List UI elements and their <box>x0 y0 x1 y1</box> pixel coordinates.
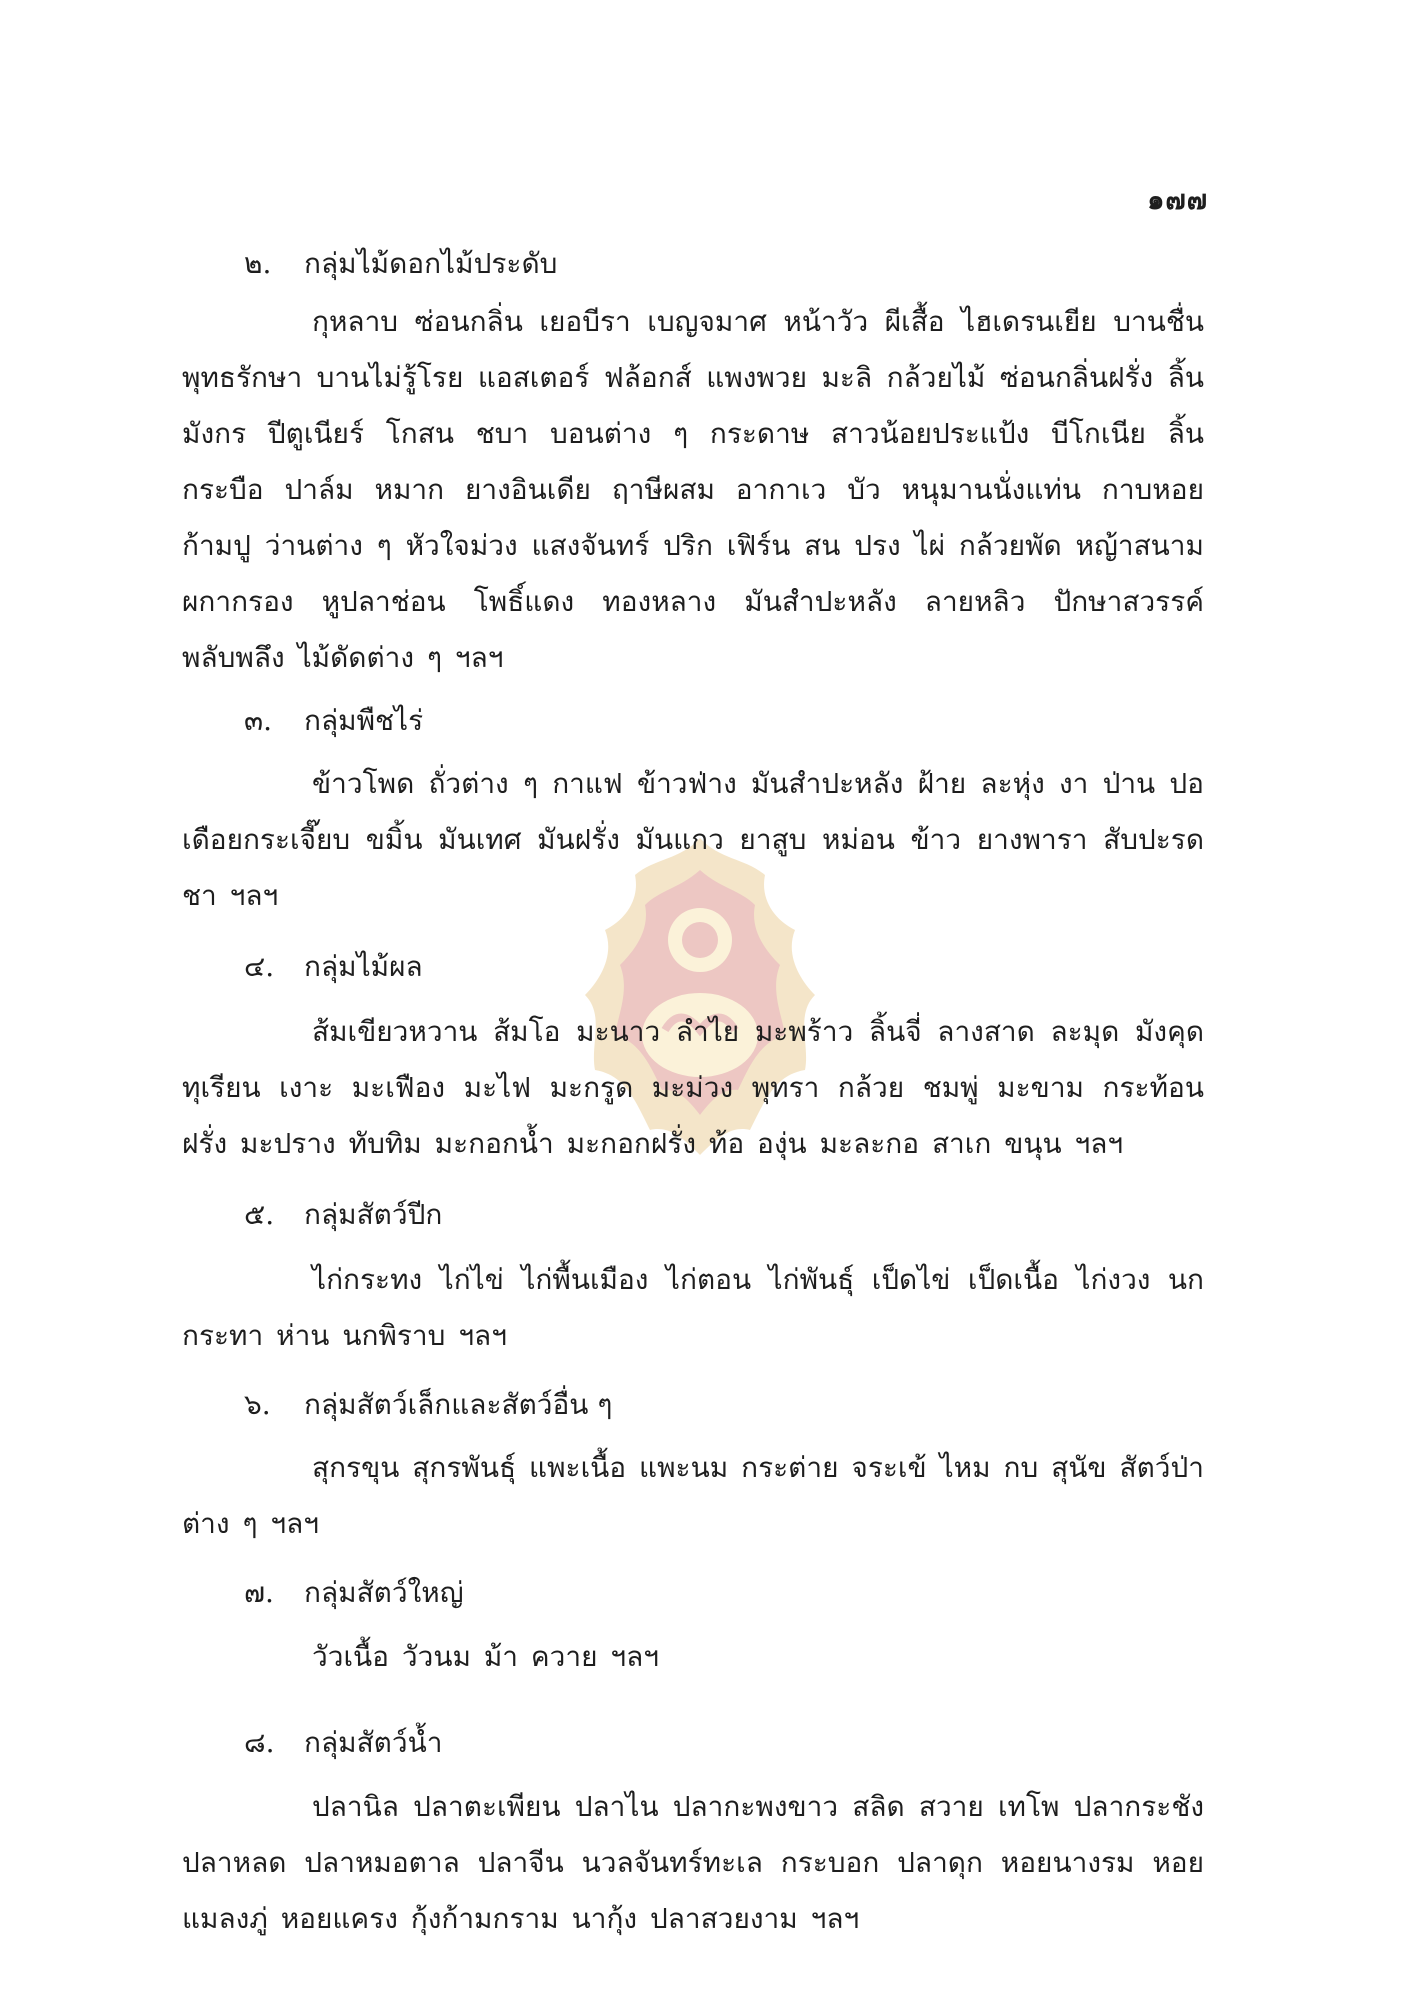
section-body: ปลานิล ปลาตะเพียน ปลาไน ปลากะพงขาว สลิด สวาย เทโพ ปลากระชัง ปลาหลด ปลาหมอตาล ปลาจีน นวลจันทร์ทะเล กระบอก ปลาดุก หอยนางรม หอยแมลงภู่ หอยแครง กุ้งก้ามกราม นากุ้ง ปลาสวยงาม ฯลฯ <box>182 1790 1205 1935</box>
section-body: สุกรขุน สุกรพันธุ์ แพะเนื้อ แพะนม กระต่าย จระเข้ ไหม กบ สุนัข สัตว์ป่าต่าง ๆ ฯลฯ <box>182 1451 1204 1540</box>
section-body: ข้าวโพด ถั่วต่าง ๆ กาแฟ ข้าวฟ่าง มันสำปะหลัง ฝ้าย ละหุ่ง งา ป่าน ปอ เดือยกระเจี๊ยบ ขมิ้น มันเทศ มันฝรั่ง มันแกว ยาสูบ หม่อน ข้าว ยางพารา สับปะรด ชา ฯลฯ <box>182 767 1205 912</box>
page-number: ๑๗๗ <box>1147 185 1208 216</box>
section-number: ๔. <box>244 950 275 983</box>
section-body: กุหลาบ ซ่อนกลิ่น เยอบีรา เบญจมาศ หน้าวัว ผีเสื้อ ไฮเดรนเยีย บานชื่น พุทธรักษา บานไม่รู้โรย แอสเตอร์ ฟล้อกส์ แพงพวย มะลิ กล้วยไม้ ซ่อนกลิ่นฝรั่ง ลิ้นมังกร ปีตูเนียร์ โกสน ชบา บอนต่าง ๆ กระดาษ สาวน้อยประแป้ง บีโกเนีย ลิ้นกระบือ ปาล์ม หมาก ยางอินเดีย ฤาษีผสม อากาเว บัว หนุมานนั่งแท่น กาบหอย ก้ามปู ว่านต่าง ๆ หัวใจม่วง แสงจันทร์ ปริก เฟิร์น สน ปรง ไผ่ กล้วยพัด หญ้าสนาม ผกากรอง หูปลาช่อน โพธิ์แดง ทองหลาง มันสำปะหลัง ลายหลิว ปักษาสวรรค์ พลับพลึง ไม้ดัดต่าง ๆ ฯลฯ <box>182 305 1204 674</box>
section-body: ส้มเขียวหวาน ส้มโอ มะนาว ลำไย มะพร้าว ลิ้นจี่ ลางสาด ละมุด มังคุด ทุเรียน เงาะ มะเฟือง มะไฟ มะกรูด มะม่วง พุทรา กล้วย ชมพู่ มะขาม กระท้อน ฝรั่ง มะปราง ทับทิม มะกอกน้ำ มะกอกฝรั่ง ท้อ องุ่น มะละกอ สาเก ขนุน ฯลฯ <box>182 1015 1204 1160</box>
section-title: กลุ่มสัตว์ปีก <box>304 1198 443 1231</box>
section-heading <box>244 947 423 987</box>
section-title: กลุ่มไม้ผล <box>304 950 423 983</box>
section-number: ๖. <box>244 1388 271 1421</box>
section-number: ๗. <box>244 1576 274 1609</box>
section-body: ไก่กระทง ไก่ไข่ ไก่พื้นเมือง ไก่ตอน ไก่พันธุ์ เป็ดไข่ เป็ดเนื้อ ไก่งวง นกกระทา ห่าน นกพิราบ ฯลฯ <box>182 1263 1204 1352</box>
section-number: ๘. <box>244 1726 275 1759</box>
section-body: วัวเนื้อ วัวนม ม้า ควาย ฯลฯ <box>312 1640 659 1673</box>
section-title: กลุ่มสัตว์น้ำ <box>304 1726 443 1759</box>
section-number: ๓. <box>244 704 273 737</box>
section-title: กลุ่มพืชไร่ <box>304 704 424 737</box>
section-heading <box>244 1385 612 1425</box>
section-heading <box>244 1195 442 1235</box>
section-heading <box>244 1723 442 1763</box>
section-number: ๒. <box>244 247 272 280</box>
section-heading <box>244 701 423 741</box>
section-title: กลุ่มสัตว์ใหญ่ <box>304 1576 464 1609</box>
section-heading <box>244 244 557 284</box>
section-number: ๕. <box>244 1198 275 1231</box>
section-heading <box>244 1573 464 1613</box>
section-title: กลุ่มสัตว์เล็กและสัตว์อื่น ๆ <box>304 1388 613 1421</box>
section-title: กลุ่มไม้ดอกไม้ประดับ <box>304 247 558 280</box>
